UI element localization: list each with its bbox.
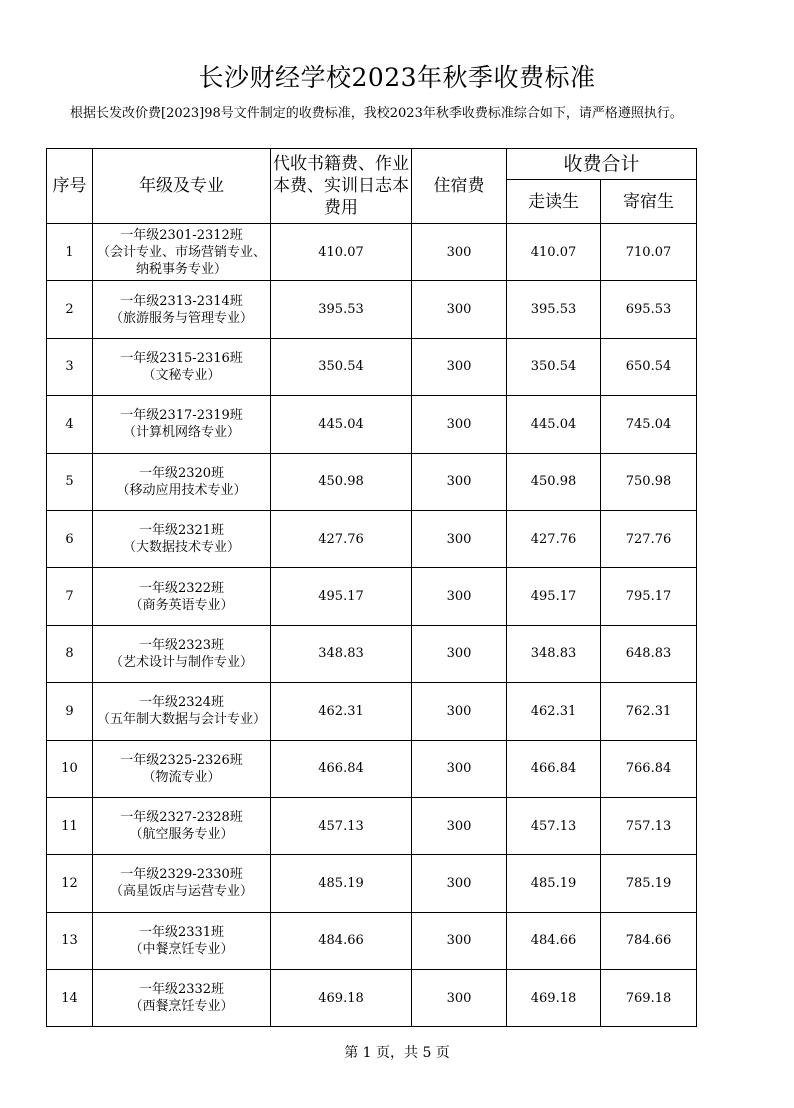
dorm-fee-cell: 300 (412, 625, 507, 682)
class-name: 一年级2325-2326班 (120, 752, 243, 768)
table-row (47, 453, 697, 510)
dorm-fee-cell: 300 (412, 912, 507, 969)
boarding-student-total-cell: 766.84 (601, 740, 697, 797)
class-major-cell (93, 625, 271, 682)
class-name: 一年级2321班 (138, 523, 225, 539)
table-row (47, 396, 697, 453)
fee-table-header (47, 149, 697, 224)
major-name: （移动应用技术专业） (116, 482, 247, 498)
class-name: 一年级2327-2328班 (120, 810, 243, 826)
day-student-total-cell: 484.66 (507, 912, 601, 969)
day-student-total-cell: 466.84 (507, 740, 601, 797)
dorm-fee-cell: 300 (412, 797, 507, 854)
class-major-cell (93, 568, 271, 625)
class-name: 一年级2320班 (138, 465, 225, 481)
row-number-cell: 7 (47, 568, 93, 625)
row-number-cell: 1 (47, 224, 93, 281)
table-row (47, 797, 697, 854)
boarding-student-total-cell: 784.66 (601, 912, 697, 969)
dorm-fee-cell: 300 (412, 338, 507, 395)
day-student-total-cell: 395.53 (507, 281, 601, 338)
dorm-fee-cell: 300 (412, 568, 507, 625)
major-name: （艺术设计与制作专业） (109, 654, 253, 670)
major-name: （物流专业） (142, 769, 221, 785)
table-row (47, 912, 697, 969)
dorm-fee-cell: 300 (412, 396, 507, 453)
boarding-student-total-cell: 769.18 (601, 970, 697, 1027)
row-number-cell: 14 (47, 970, 93, 1027)
major-name: （高星饭店与运营专业） (109, 884, 253, 900)
class-major-cell (93, 338, 271, 395)
table-row (47, 281, 697, 338)
row-number-cell: 10 (47, 740, 93, 797)
boarding-student-total-cell: 795.17 (601, 568, 697, 625)
dorm-fee-cell: 300 (412, 740, 507, 797)
major-name: （文秘专业） (142, 367, 221, 383)
header-books: 代收书籍费、作业本费、实训日志本费用 (271, 149, 412, 224)
class-major-cell (93, 912, 271, 969)
major-name: （商务英语专业） (129, 597, 234, 613)
major-name: （西餐烹饪专业） (129, 999, 234, 1015)
page-footer: 第 1 页，共 5 页 (344, 1045, 450, 1061)
class-name: 一年级2315-2316班 (120, 350, 243, 366)
boarding-student-total-cell: 757.13 (601, 797, 697, 854)
row-number-cell: 3 (47, 338, 93, 395)
class-name: 一年级2317-2319班 (120, 408, 243, 424)
boarding-student-total-cell: 648.83 (601, 625, 697, 682)
day-student-total-cell: 427.76 (507, 510, 601, 567)
class-name: 一年级2323班 (138, 637, 225, 653)
dorm-fee-cell: 300 (412, 970, 507, 1027)
class-name: 一年级2329-2330班 (120, 867, 243, 883)
row-number-cell: 2 (47, 281, 93, 338)
table-row (47, 568, 697, 625)
boarding-student-total-cell: 745.04 (601, 396, 697, 453)
books-fee-cell: 485.19 (271, 855, 412, 912)
day-student-total-cell: 350.54 (507, 338, 601, 395)
dorm-fee-cell: 300 (412, 281, 507, 338)
books-fee-cell: 410.07 (271, 224, 412, 281)
row-number-cell: 13 (47, 912, 93, 969)
dorm-fee-cell: 300 (412, 453, 507, 510)
boarding-student-total-cell: 785.19 (601, 855, 697, 912)
books-fee-cell: 427.76 (271, 510, 412, 567)
class-major-cell (93, 797, 271, 854)
boarding-student-total-cell: 750.98 (601, 453, 697, 510)
boarding-student-total-cell: 710.07 (601, 224, 697, 281)
class-name: 一年级2313-2314班 (120, 293, 243, 309)
table-row (47, 224, 697, 281)
table-row (47, 338, 697, 395)
table-row (47, 970, 697, 1027)
day-student-total-cell: 450.98 (507, 453, 601, 510)
class-major-cell (93, 683, 271, 740)
major-name: （航空服务专业） (129, 827, 234, 843)
table-row (47, 740, 697, 797)
row-number-cell: 4 (47, 396, 93, 453)
header-grade: 年级及专业 (93, 149, 271, 224)
day-student-total-cell: 469.18 (507, 970, 601, 1027)
books-fee-cell: 395.53 (271, 281, 412, 338)
header-dorm: 住宿费 (412, 149, 507, 224)
day-student-total-cell: 445.04 (507, 396, 601, 453)
fee-table-body (47, 224, 697, 1027)
class-major-cell (93, 855, 271, 912)
fee-table (46, 148, 697, 1027)
boarding-student-total-cell: 695.53 (601, 281, 697, 338)
class-name: 一年级2332班 (138, 982, 225, 998)
day-student-total-cell: 462.31 (507, 683, 601, 740)
books-fee-cell: 466.84 (271, 740, 412, 797)
header-no: 序号 (47, 149, 93, 224)
dorm-fee-cell: 300 (412, 855, 507, 912)
boarding-student-total-cell: 727.76 (601, 510, 697, 567)
header-boarding-student: 寄宿生 (601, 180, 697, 224)
books-fee-cell: 445.04 (271, 396, 412, 453)
books-fee-cell: 348.83 (271, 625, 412, 682)
books-fee-cell: 457.13 (271, 797, 412, 854)
boarding-student-total-cell: 650.54 (601, 338, 697, 395)
day-student-total-cell: 485.19 (507, 855, 601, 912)
document-title: 长沙财经学校2023年秋季收费标准 (198, 63, 596, 92)
row-number-cell: 9 (47, 683, 93, 740)
class-major-cell (93, 281, 271, 338)
header-total: 收费合计 (507, 149, 697, 180)
class-major-cell (93, 510, 271, 567)
table-row (47, 625, 697, 682)
row-number-cell: 5 (47, 453, 93, 510)
major-name: （五年制大数据与会计专业） (96, 712, 266, 728)
books-fee-cell: 462.31 (271, 683, 412, 740)
books-fee-cell: 495.17 (271, 568, 412, 625)
books-fee-cell: 350.54 (271, 338, 412, 395)
class-name: 一年级2331班 (138, 924, 225, 940)
day-student-total-cell: 348.83 (507, 625, 601, 682)
books-fee-cell: 469.18 (271, 970, 412, 1027)
books-fee-cell: 484.66 (271, 912, 412, 969)
class-major-cell (93, 396, 271, 453)
major-name: （计算机网络专业） (122, 425, 240, 441)
table-row (47, 683, 697, 740)
boarding-student-total-cell: 762.31 (601, 683, 697, 740)
row-number-cell: 11 (47, 797, 93, 854)
class-major-cell (93, 453, 271, 510)
major-name: （旅游服务与管理专业） (109, 310, 253, 326)
intro-paragraph: 根据长发改价费[2023]98号文件制定的收费标准，我校2023年秋季收费标准综合如下，请严格遵照执行。 (70, 106, 683, 121)
row-number-cell: 12 (47, 855, 93, 912)
table-row (47, 855, 697, 912)
class-major-cell (93, 970, 271, 1027)
day-student-total-cell: 495.17 (507, 568, 601, 625)
class-name: 一年级2301-2312班 (120, 227, 243, 243)
major-name: （会计专业、市场营销专业、纳税事务专业） (96, 244, 266, 277)
class-name: 一年级2324班 (138, 695, 225, 711)
dorm-fee-cell: 300 (412, 683, 507, 740)
row-number-cell: 6 (47, 510, 93, 567)
header-day-student: 走读生 (507, 180, 601, 224)
dorm-fee-cell: 300 (412, 510, 507, 567)
day-student-total-cell: 457.13 (507, 797, 601, 854)
major-name: （大数据技术专业） (122, 540, 240, 556)
class-name: 一年级2322班 (138, 580, 225, 596)
day-student-total-cell: 410.07 (507, 224, 601, 281)
books-fee-cell: 450.98 (271, 453, 412, 510)
row-number-cell: 8 (47, 625, 93, 682)
class-major-cell (93, 224, 271, 281)
class-major-cell (93, 740, 271, 797)
major-name: （中餐烹饪专业） (129, 941, 234, 957)
dorm-fee-cell: 300 (412, 224, 507, 281)
table-row (47, 510, 697, 567)
